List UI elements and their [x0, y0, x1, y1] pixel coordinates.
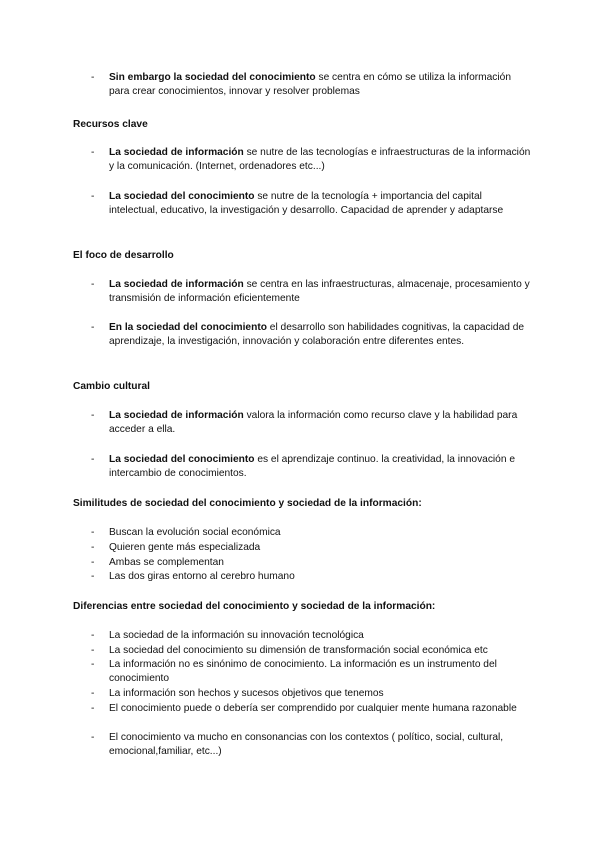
foco-item-2-lead: En la sociedad del conocimiento [109, 322, 267, 333]
recursos-item-1-lead: La sociedad de información [109, 147, 244, 158]
diferencias-item-6 [91, 731, 531, 759]
diferencias-item-3 [91, 658, 531, 686]
similitudes-item-3-text: Ambas se complementan [109, 557, 224, 568]
foco-item-1-text: se centra en las infraestructuras, almacenaje, procesamiento y transmisión de información eficientemente [109, 279, 530, 304]
similitudes-item-3 [91, 556, 531, 570]
bullet-dash: - [91, 454, 95, 465]
similitudes-item-1 [91, 526, 531, 540]
diferencias-item-3-text: La información no es sinónimo de conocimiento. La información es un instrumento del conocimiento [109, 659, 497, 684]
similitudes-item-4-text: Las dos giras entorno al cerebro humano [109, 571, 295, 582]
diferencias-item-6-text: El conocimiento va mucho en consonancias con los contextos ( político, social, cultural, emocional,familiar, etc...) [109, 732, 504, 757]
bullet-dash: - [91, 557, 95, 568]
bullet-dash: - [91, 645, 95, 656]
bullet-dash: - [91, 191, 95, 202]
cambio-item-1-lead: La sociedad de información [109, 410, 244, 421]
similitudes-item-2-text: Quieren gente más especializada [109, 542, 261, 553]
similitudes-item-1-text: Buscan la evolución social económica [109, 527, 281, 538]
recursos-item-2-text: se nutre de la tecnología + importancia del capital intelectual, educativo, la investigación y desarrollo. Capacidad de aprender y adaptarse [109, 191, 504, 216]
recursos-item-2 [91, 190, 531, 218]
diferencias-item-2 [91, 644, 531, 658]
bullet-dash: - [91, 279, 95, 290]
foco-item-2-text: el desarrollo son habilidades cognitivas, la capacidad de aprendizaje, la investigación, innovación y colaboración entre diferentes entes. [109, 322, 525, 347]
foco-item-2 [91, 321, 531, 349]
diferencias-item-1 [91, 629, 531, 643]
section-heading-foco: El foco de desarrollo [73, 250, 174, 261]
similitudes-item-2 [91, 541, 531, 555]
intro-lead: Sin embargo la sociedad del conocimiento [109, 72, 316, 83]
intro-item [91, 71, 531, 99]
bullet-dash: - [91, 72, 95, 83]
diferencias-item-4 [91, 687, 531, 701]
bullet-dash: - [91, 322, 95, 333]
section-heading-recursos: Recursos clave [73, 119, 148, 130]
recursos-item-1 [91, 146, 531, 174]
section-heading-cambio: Cambio cultural [73, 381, 150, 392]
bullet-dash: - [91, 147, 95, 158]
diferencias-item-1-text: La sociedad de la información su innovación tecnológica [109, 630, 364, 641]
foco-item-1-lead: La sociedad de información [109, 279, 244, 290]
cambio-item-1 [91, 409, 531, 437]
section-heading-diferencias: Diferencias entre sociedad del conocimiento y sociedad de la información: [73, 601, 436, 612]
foco-item-1 [91, 278, 531, 306]
diferencias-item-2-text: La sociedad del conocimiento su dimensión de transformación social económica etc [109, 645, 488, 656]
bullet-dash: - [91, 732, 95, 743]
recursos-item-1-text: se nutre de las tecnologías e infraestructuras de la información y la comunicación. (Internet, ordenadores etc...) [109, 147, 531, 172]
bullet-dash: - [91, 410, 95, 421]
bullet-dash: - [91, 542, 95, 553]
cambio-item-2 [91, 453, 531, 481]
recursos-item-2-lead: La sociedad del conocimiento [109, 191, 255, 202]
bullet-dash: - [91, 659, 95, 670]
intro-text: se centra en cómo se utiliza la información para crear conocimientos, innovar y resolver problemas [109, 72, 511, 97]
bullet-dash: - [91, 688, 95, 699]
bullet-dash: - [91, 703, 95, 714]
bullet-dash: - [91, 630, 95, 641]
diferencias-item-4-text: La información son hechos y sucesos objetivos que tenemos [109, 688, 384, 699]
section-heading-similitudes: Similitudes de sociedad del conocimiento y sociedad de la información: [73, 498, 422, 509]
cambio-item-2-text: es el aprendizaje continuo. la creatividad, la innovación e intercambio de conocimientos. [109, 454, 516, 479]
cambio-item-2-lead: La sociedad del conocimiento [109, 454, 255, 465]
cambio-item-1-text: valora la información como recurso clave y la habilidad para acceder a ella. [109, 410, 518, 435]
diferencias-item-5 [91, 702, 531, 716]
diferencias-item-5-text: El conocimiento puede o debería ser comprendido por cualquier mente humana razonable [109, 703, 517, 714]
similitudes-item-4 [91, 570, 531, 584]
bullet-dash: - [91, 527, 95, 538]
bullet-dash: - [91, 571, 95, 582]
